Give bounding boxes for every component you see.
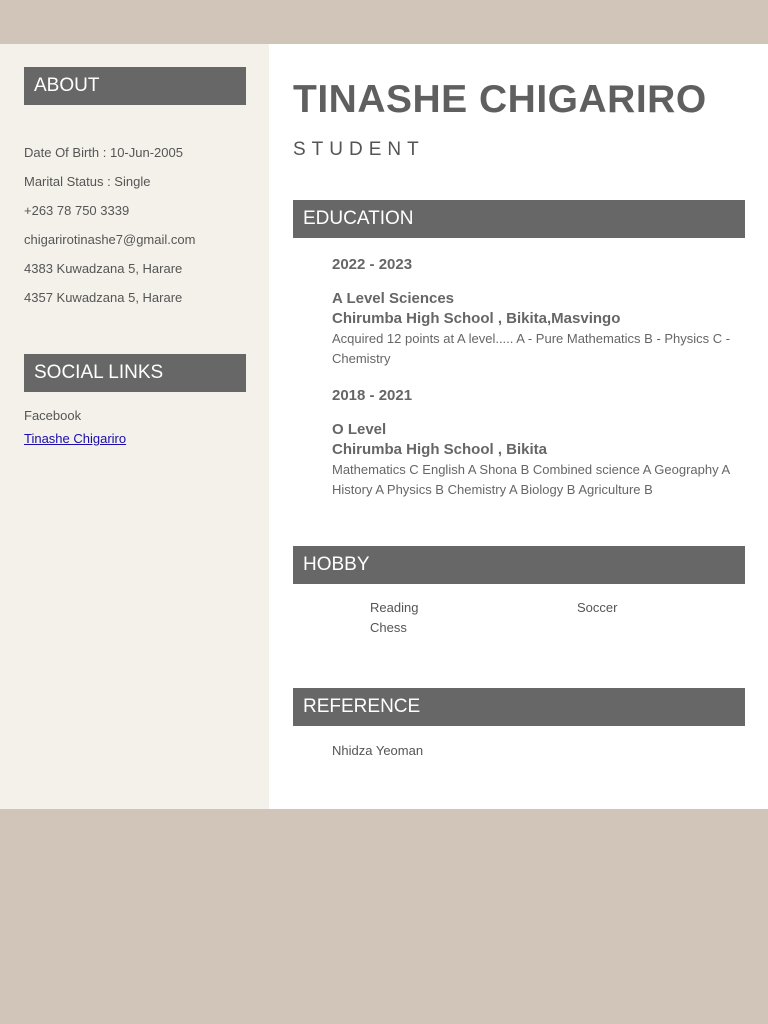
education-entry bbox=[332, 256, 744, 369]
about-list bbox=[24, 142, 195, 316]
hobby-heading: HOBBY bbox=[293, 546, 745, 584]
social-network-label: Facebook bbox=[24, 408, 82, 423]
marital-status: Marital Status : Single bbox=[24, 174, 151, 189]
address-2: 4357 Kuwadzana 5, Harare bbox=[24, 290, 183, 305]
education-entry bbox=[332, 387, 744, 500]
facebook-link[interactable]: Tinashe Chigariro bbox=[24, 431, 127, 446]
education-school: Chirumba High School , Bikita,Masvingo bbox=[332, 310, 621, 327]
education-school: Chirumba High School , Bikita bbox=[332, 441, 548, 458]
candidate-name: TINASHE CHIGARIRO bbox=[293, 78, 707, 121]
resume-page bbox=[0, 44, 768, 809]
hobby-item: Chess bbox=[370, 620, 407, 635]
email-address: chigarirotinashe7@gmail.com bbox=[24, 232, 196, 247]
education-years: 2018 - 2021 bbox=[332, 387, 413, 404]
education-qualification: O Level bbox=[332, 421, 387, 438]
social-links bbox=[24, 408, 126, 446]
about-heading: ABOUT bbox=[24, 67, 246, 105]
reference-name: Nhidza Yeoman bbox=[332, 743, 424, 758]
education-heading: EDUCATION bbox=[293, 200, 745, 238]
candidate-role: STUDENT bbox=[293, 139, 425, 160]
sidebar bbox=[0, 44, 269, 809]
education-description: Mathematics C English A Shona B Combined science A Geography A History A Physics B Chemistry A Biology B Agriculture B bbox=[332, 462, 730, 497]
education-qualification: A Level Sciences bbox=[332, 290, 455, 307]
reference-heading: REFERENCE bbox=[293, 688, 745, 726]
education-years: 2022 - 2023 bbox=[332, 256, 413, 273]
social-links-heading: SOCIAL LINKS bbox=[24, 354, 246, 392]
address-1: 4383 Kuwadzana 5, Harare bbox=[24, 261, 183, 276]
date-of-birth: Date Of Birth : 10-Jun-2005 bbox=[24, 145, 183, 160]
phone-number: +263 78 750 3339 bbox=[24, 203, 130, 218]
hobby-item: Reading bbox=[370, 600, 419, 615]
hobby-item: Soccer bbox=[577, 600, 618, 615]
education-description: Acquired 12 points at A level..... A - Pure Mathematics B - Physics C - Chemistry bbox=[332, 331, 731, 366]
